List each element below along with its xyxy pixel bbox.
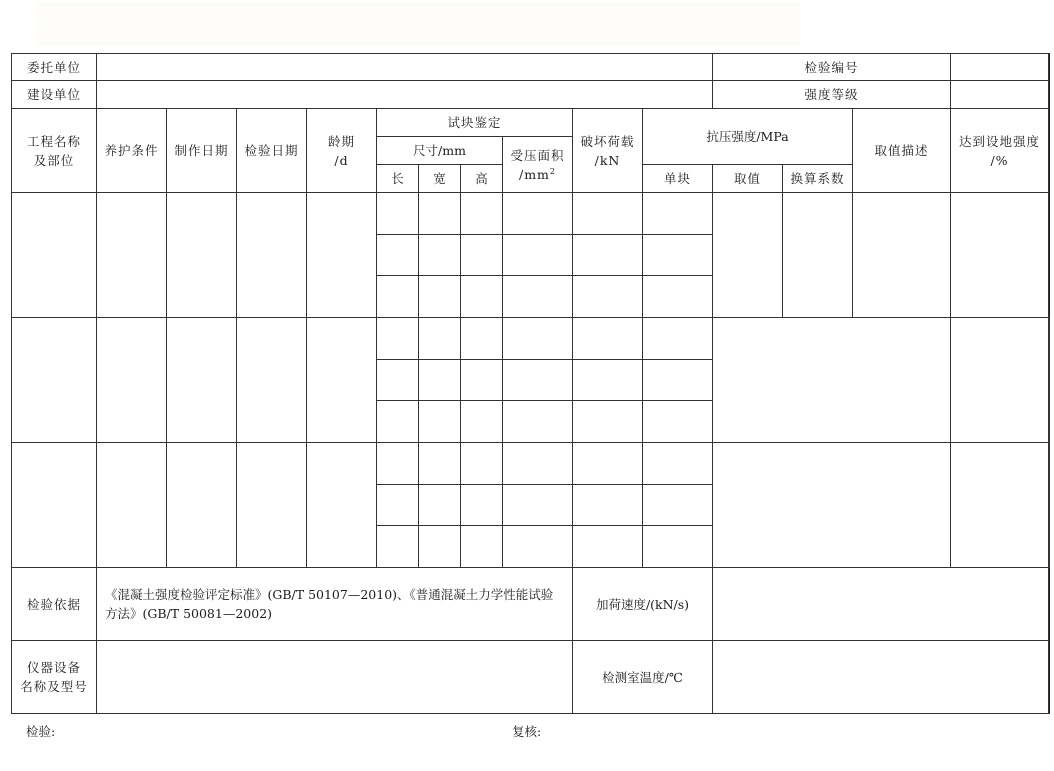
area-cell[interactable] bbox=[503, 526, 573, 568]
desc-cell[interactable] bbox=[951, 318, 1049, 443]
specimen-header: 试块鉴定 bbox=[377, 109, 573, 137]
made-date-cell[interactable] bbox=[167, 318, 237, 443]
area-header-line2 bbox=[503, 165, 572, 184]
grade-field[interactable] bbox=[951, 81, 1049, 109]
basis-label: 检验依据 bbox=[12, 568, 97, 641]
reach-cell[interactable] bbox=[1049, 443, 1050, 568]
report-no-field[interactable] bbox=[951, 54, 1049, 81]
grade-label: 强度等级 bbox=[713, 81, 951, 109]
factor-header: 换算系数 bbox=[783, 165, 853, 193]
reach-cell[interactable] bbox=[1049, 318, 1050, 443]
curing-cell[interactable] bbox=[97, 443, 167, 568]
length-cell[interactable] bbox=[377, 235, 419, 276]
height-cell[interactable] bbox=[461, 193, 503, 235]
age-header-line2: /d bbox=[334, 152, 349, 168]
width-cell[interactable] bbox=[419, 360, 461, 401]
made-date-cell[interactable] bbox=[167, 443, 237, 568]
height-cell[interactable] bbox=[461, 276, 503, 318]
sample-row bbox=[12, 193, 1050, 235]
reviewer-signature-label: 复核: bbox=[512, 724, 542, 739]
taken-header: 取值 bbox=[713, 165, 783, 193]
builder-label: 建设单位 bbox=[12, 81, 97, 109]
load-cell[interactable] bbox=[573, 276, 643, 318]
height-cell[interactable] bbox=[461, 318, 503, 360]
load-cell[interactable] bbox=[573, 360, 643, 401]
project-cell[interactable] bbox=[12, 318, 97, 443]
age-header-line1: 龄期 bbox=[327, 133, 355, 149]
equipment-row bbox=[12, 641, 1050, 714]
length-header: 长 bbox=[377, 165, 419, 193]
basis-row bbox=[12, 568, 1050, 641]
rate-label: 加荷速度/(kN/s) bbox=[573, 568, 713, 641]
made-date-cell[interactable] bbox=[167, 193, 237, 318]
width-cell[interactable] bbox=[419, 485, 461, 526]
load-cell[interactable] bbox=[573, 485, 643, 526]
curing-cell[interactable] bbox=[97, 318, 167, 443]
basis-text: 《混凝土强度检验评定标准》(GB/T 50107—2010)、《普通混凝土力学性能试验方法》(GB/T 50081—2002) bbox=[97, 568, 573, 641]
load-cell[interactable] bbox=[573, 401, 643, 443]
concrete-test-record-table bbox=[11, 53, 1050, 714]
length-cell[interactable] bbox=[377, 360, 419, 401]
reach-header-line1: 达到设地强度 bbox=[958, 133, 1040, 149]
height-cell[interactable] bbox=[461, 443, 503, 485]
desc-cell[interactable] bbox=[853, 193, 951, 318]
client-field[interactable] bbox=[97, 54, 713, 81]
taken-merged-cell[interactable] bbox=[713, 443, 951, 568]
area-header-line1: 受压面积 bbox=[510, 147, 565, 163]
load-cell[interactable] bbox=[573, 235, 643, 276]
height-header: 高 bbox=[461, 165, 503, 193]
area-cell[interactable] bbox=[503, 318, 573, 360]
single-cell[interactable] bbox=[643, 485, 713, 526]
area-cell[interactable] bbox=[503, 235, 573, 276]
length-cell[interactable] bbox=[377, 318, 419, 360]
width-cell[interactable] bbox=[419, 193, 461, 235]
test-date-header: 检验日期 bbox=[237, 109, 307, 193]
load-cell[interactable] bbox=[573, 526, 643, 568]
factor-cell[interactable] bbox=[783, 193, 853, 318]
column-header-row-1 bbox=[12, 109, 1050, 137]
project-cell[interactable] bbox=[12, 443, 97, 568]
header-band bbox=[36, 2, 800, 46]
load-header-line1: 破坏荷载 bbox=[580, 133, 635, 149]
test-date-cell[interactable] bbox=[237, 443, 307, 568]
size-header: 尺寸/mm bbox=[377, 137, 503, 165]
project-cell[interactable] bbox=[12, 193, 97, 318]
load-header bbox=[573, 109, 643, 193]
area-cell[interactable] bbox=[503, 443, 573, 485]
project-header bbox=[12, 109, 97, 193]
builder-field[interactable] bbox=[97, 81, 713, 109]
height-cell[interactable] bbox=[461, 360, 503, 401]
area-cell[interactable] bbox=[503, 193, 573, 235]
single-cell[interactable] bbox=[643, 235, 713, 276]
curing-cell[interactable] bbox=[97, 193, 167, 318]
sample-row bbox=[12, 443, 1050, 485]
area-unit: /mm bbox=[518, 166, 550, 182]
equipment-label-line1: 仪器设备 bbox=[26, 660, 81, 675]
test-date-cell[interactable] bbox=[237, 318, 307, 443]
reach-cell[interactable] bbox=[951, 193, 1049, 318]
area-cell[interactable] bbox=[503, 485, 573, 526]
single-cell[interactable] bbox=[643, 401, 713, 443]
single-cell[interactable] bbox=[643, 276, 713, 318]
length-cell[interactable] bbox=[377, 276, 419, 318]
width-cell[interactable] bbox=[419, 276, 461, 318]
report-no-label: 检验编号 bbox=[713, 54, 951, 81]
width-cell[interactable] bbox=[419, 443, 461, 485]
width-cell[interactable] bbox=[419, 318, 461, 360]
age-cell[interactable] bbox=[307, 318, 377, 443]
builder-row bbox=[12, 81, 1050, 109]
width-cell[interactable] bbox=[419, 401, 461, 443]
load-cell[interactable] bbox=[573, 193, 643, 235]
client-label: 委托单位 bbox=[12, 54, 97, 81]
area-unit-exponent: 2 bbox=[549, 166, 556, 176]
single-cell[interactable] bbox=[643, 318, 713, 360]
age-cell[interactable] bbox=[307, 443, 377, 568]
height-cell[interactable] bbox=[461, 526, 503, 568]
reach-header-line2: /% bbox=[990, 152, 1009, 168]
area-cell[interactable] bbox=[503, 360, 573, 401]
width-cell[interactable] bbox=[419, 235, 461, 276]
made-date-header: 制作日期 bbox=[167, 109, 237, 193]
equipment-field[interactable] bbox=[97, 641, 573, 714]
width-header: 宽 bbox=[419, 165, 461, 193]
desc-cell[interactable] bbox=[951, 443, 1049, 568]
single-cell[interactable] bbox=[643, 526, 713, 568]
inspector-signature-label: 检验: bbox=[26, 724, 56, 739]
length-cell[interactable] bbox=[377, 193, 419, 235]
curing-header: 养护条件 bbox=[97, 109, 167, 193]
single-cell[interactable] bbox=[643, 193, 713, 235]
area-cell[interactable] bbox=[503, 276, 573, 318]
height-cell[interactable] bbox=[461, 235, 503, 276]
equipment-label bbox=[12, 641, 97, 714]
project-header-line2: 及部位 bbox=[33, 152, 75, 168]
single-cell[interactable] bbox=[643, 360, 713, 401]
project-header-line1: 工程名称 bbox=[26, 133, 81, 149]
load-cell[interactable] bbox=[573, 318, 643, 360]
length-cell[interactable] bbox=[377, 526, 419, 568]
age-header bbox=[307, 109, 377, 193]
height-cell[interactable] bbox=[461, 401, 503, 443]
client-row bbox=[12, 54, 1050, 81]
load-cell[interactable] bbox=[573, 443, 643, 485]
age-cell[interactable] bbox=[307, 193, 377, 318]
length-cell[interactable] bbox=[377, 443, 419, 485]
height-cell[interactable] bbox=[461, 485, 503, 526]
load-header-line2: /kN bbox=[594, 152, 621, 168]
desc-header: 取值描述 bbox=[853, 109, 951, 193]
temp-label: 检测室温度/℃ bbox=[573, 641, 713, 714]
single-header: 单块 bbox=[643, 165, 713, 193]
temp-field[interactable] bbox=[713, 641, 1049, 714]
rate-field[interactable] bbox=[713, 568, 1049, 641]
equipment-label-line2: 名称及型号 bbox=[20, 679, 88, 694]
sample-row bbox=[12, 318, 1050, 360]
reach-header bbox=[951, 109, 1049, 193]
area-cell[interactable] bbox=[503, 401, 573, 443]
single-cell[interactable] bbox=[643, 443, 713, 485]
width-cell[interactable] bbox=[419, 526, 461, 568]
area-header bbox=[503, 137, 573, 193]
taken-merged-cell[interactable] bbox=[713, 318, 951, 443]
length-cell[interactable] bbox=[377, 485, 419, 526]
taken-cell[interactable] bbox=[713, 193, 783, 318]
length-cell[interactable] bbox=[377, 401, 419, 443]
test-date-cell[interactable] bbox=[237, 193, 307, 318]
strength-header: 抗压强度/MPa bbox=[643, 109, 853, 165]
